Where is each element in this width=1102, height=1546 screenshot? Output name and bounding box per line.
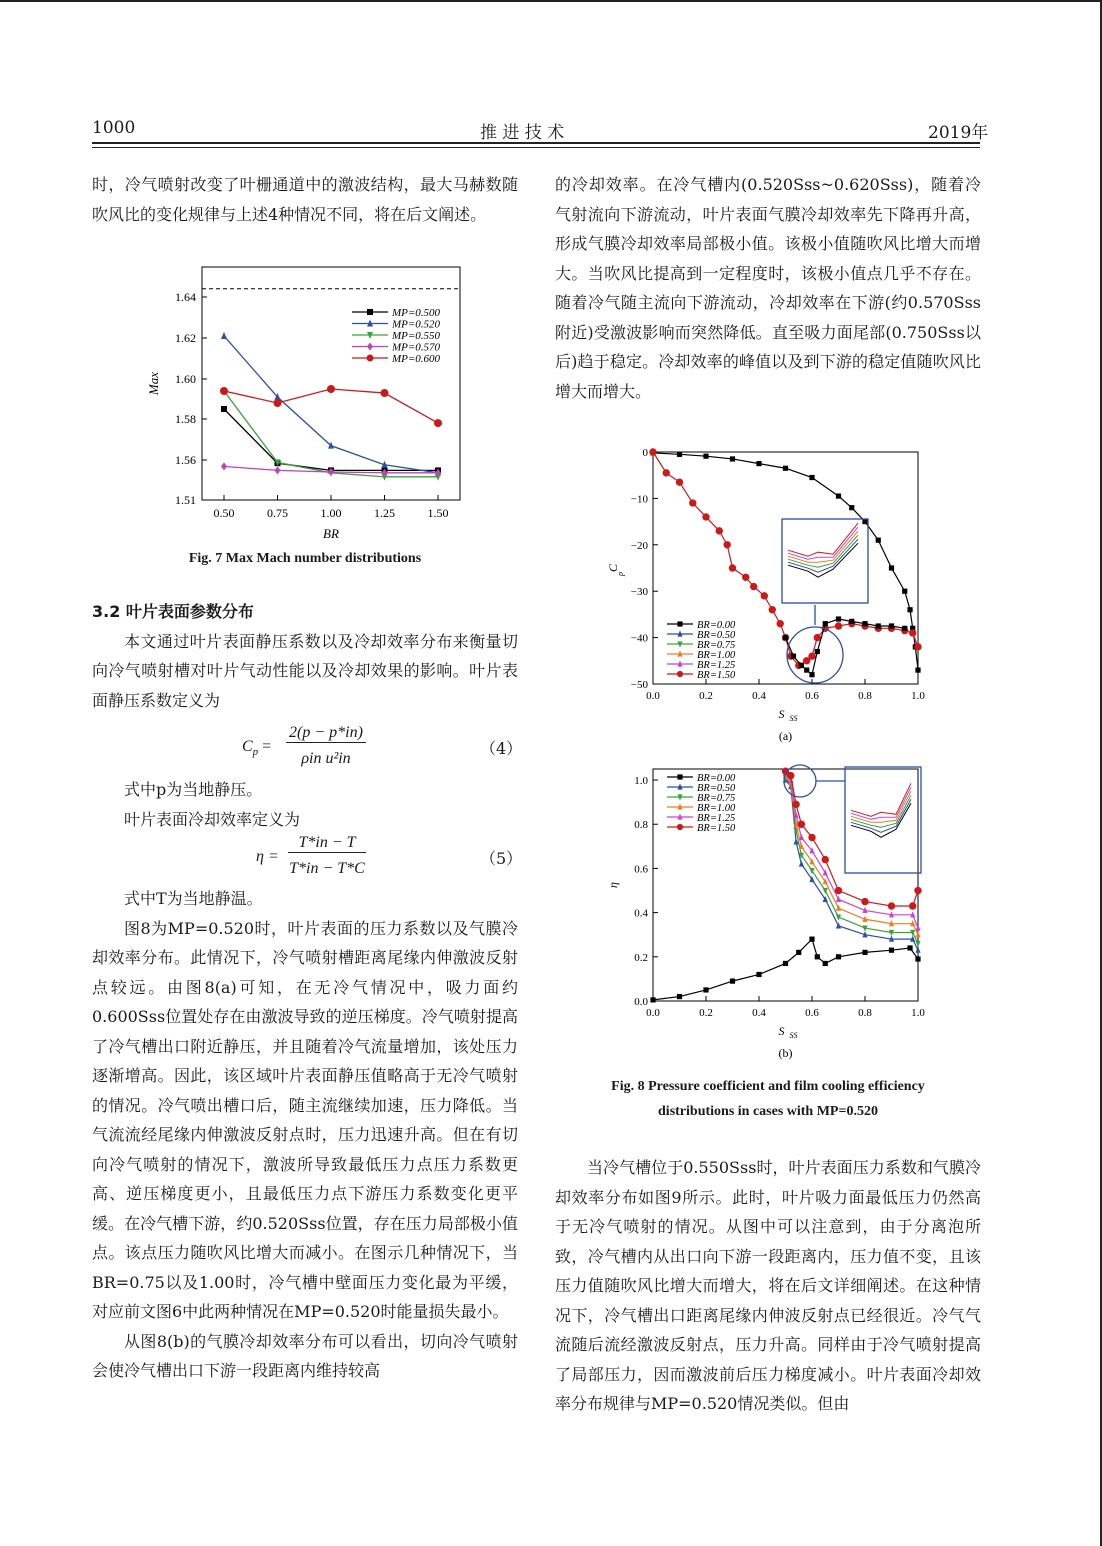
data-point bbox=[823, 961, 828, 966]
y-tick-label: 1.64 bbox=[175, 290, 196, 304]
inset-series-line bbox=[788, 543, 858, 577]
series-line bbox=[786, 776, 919, 935]
eq5-number: （5） bbox=[480, 849, 523, 868]
data-point bbox=[742, 574, 749, 581]
y-tick-label: 0.6 bbox=[634, 863, 648, 876]
paragraph: 叶片表面冷却效率定义为 bbox=[124, 809, 301, 829]
y-tick-label: 0 bbox=[642, 447, 648, 459]
legend-label: BR=1.25 bbox=[697, 813, 736, 824]
legend-label: MP=0.550 bbox=[392, 330, 441, 342]
series-line bbox=[653, 939, 918, 1000]
inset-series-line bbox=[788, 539, 858, 572]
legend-marker bbox=[677, 671, 683, 677]
data-point bbox=[909, 902, 916, 909]
left-eq-text bbox=[92, 775, 518, 834]
y-tick-label: −40 bbox=[630, 632, 648, 645]
x-axis-label: BR bbox=[323, 526, 339, 541]
data-point bbox=[862, 950, 867, 955]
legend-label: BR=0.75 bbox=[697, 793, 736, 804]
y-tick-label: 1.62 bbox=[175, 331, 196, 345]
x-tick-label: 0.0 bbox=[646, 690, 660, 702]
y-tick-label: 1.58 bbox=[175, 412, 196, 426]
data-point bbox=[836, 954, 841, 959]
legend-label: BR=0.75 bbox=[697, 640, 736, 651]
legend-label: MP=0.570 bbox=[392, 341, 441, 354]
data-point bbox=[677, 452, 682, 457]
data-point bbox=[907, 607, 912, 612]
data-point bbox=[750, 583, 757, 590]
data-point bbox=[756, 461, 761, 466]
x-tick-label: 0.50 bbox=[213, 506, 235, 520]
eq5-lhs: η = bbox=[256, 848, 279, 865]
data-point bbox=[915, 667, 920, 672]
data-point bbox=[815, 954, 820, 959]
data-point bbox=[769, 606, 776, 613]
data-point bbox=[221, 332, 227, 339]
data-point bbox=[730, 979, 735, 984]
x-tick-label: 1.25 bbox=[374, 506, 395, 520]
plot-frame bbox=[653, 452, 918, 684]
panel-label: (a) bbox=[778, 729, 793, 743]
data-point bbox=[792, 801, 799, 808]
plot-frame bbox=[653, 769, 918, 1001]
data-point bbox=[274, 399, 282, 407]
y-axis-label: Max bbox=[146, 371, 161, 396]
x-tick-label: 0.8 bbox=[858, 1007, 872, 1019]
data-point bbox=[650, 997, 655, 1002]
legend-marker bbox=[677, 824, 683, 830]
y-tick-label: −30 bbox=[630, 586, 648, 599]
panel-label: (b) bbox=[778, 1046, 793, 1060]
eq4-numerator: 2(p − p*in) bbox=[286, 724, 366, 743]
x-axis-label: S bbox=[778, 707, 785, 721]
data-point bbox=[889, 948, 894, 953]
data-point bbox=[804, 667, 809, 672]
data-point bbox=[730, 456, 735, 461]
x-tick-label: 0.2 bbox=[699, 690, 713, 702]
zoom-circle bbox=[784, 765, 816, 797]
header-rule-thin bbox=[92, 147, 980, 148]
legend-label: BR=1.00 bbox=[697, 650, 736, 661]
data-point bbox=[914, 643, 921, 650]
x-tick-label: 0.6 bbox=[805, 1007, 819, 1019]
y-tick-label: 1.60 bbox=[175, 372, 196, 386]
x-tick-label: 0.6 bbox=[805, 690, 819, 702]
data-point bbox=[836, 616, 841, 621]
data-point bbox=[434, 419, 442, 427]
data-point bbox=[907, 945, 912, 950]
y-tick-label: 0.4 bbox=[634, 907, 648, 920]
y-tick-label: −10 bbox=[630, 493, 648, 506]
x-tick-label: 0.4 bbox=[752, 1007, 766, 1019]
paragraph: 从图8(b)的气膜冷却效率分布可以看出，切向冷气喷射会使冷气槽出口下游一段距离内维持较高 bbox=[92, 1331, 518, 1380]
series-line bbox=[224, 391, 438, 477]
series-line bbox=[786, 778, 919, 944]
data-point bbox=[783, 961, 788, 966]
data-point bbox=[915, 956, 920, 961]
y-tick-label: 1.51 bbox=[175, 493, 196, 507]
data-point bbox=[791, 654, 796, 659]
paragraph: 当冷气槽位于0.550Sss时，叶片表面压力系数和气膜冷却效率分布如图9所示。此时，叶片吸力面最低压力仍然高于无冷气喷射的情况。从图中可以注意到，由于分离泡所致，冷气槽内从出口向下游一段距离内，压力值不变，且该压力值随吹风比增大而增大，将在后文详细阐述。在这种情况下，冷气槽出口距离尾缘内伸波反射点已经很近。冷气气流随后流经激波反射点，压力升高。同样由于冷气喷射提高了局部压力，因而激波前后压力梯度减小。叶片表面冷却效率分布规律与MP=0.520情况类似。但由 bbox=[555, 1158, 981, 1413]
data-point bbox=[849, 505, 854, 510]
legend-label: BR=1.50 bbox=[697, 823, 736, 834]
data-point bbox=[889, 565, 894, 570]
header-journal: 推 进 技 术 bbox=[480, 123, 565, 143]
right-body bbox=[555, 1153, 981, 1419]
data-point bbox=[702, 513, 709, 520]
series-line bbox=[224, 389, 438, 423]
paragraph: 时，冷气喷射改变了叶栅通道中的激波结构，最大马赫数随吹风比的变化规律与上述4种情况不同，将在后文阐述。 bbox=[92, 175, 518, 224]
legend-label: BR=1.50 bbox=[697, 670, 736, 681]
eq4: $C_p$ = bbox=[242, 738, 272, 759]
x-tick-label: 1.00 bbox=[320, 506, 342, 520]
right-top bbox=[555, 170, 981, 406]
y-axis-label: η bbox=[606, 882, 620, 888]
header-page-number: 1000 bbox=[92, 118, 136, 138]
y-axis-label-subscript: p bbox=[616, 572, 625, 576]
data-point bbox=[876, 538, 881, 543]
legend-label: BR=0.50 bbox=[697, 783, 736, 794]
y-axis-label: C bbox=[606, 563, 620, 573]
data-point bbox=[835, 887, 842, 894]
data-point bbox=[381, 389, 389, 397]
series-line bbox=[786, 780, 919, 950]
page-top-border bbox=[0, 0, 1102, 2]
data-point bbox=[862, 621, 867, 626]
legend-marker bbox=[367, 355, 374, 362]
fig8-caption-line1: Fig. 8 Pressure coefficient and film cooling efficiency bbox=[611, 1079, 925, 1094]
data-point bbox=[888, 902, 895, 909]
data-point bbox=[822, 856, 829, 863]
data-point bbox=[902, 626, 907, 631]
x-tick-label: 0.4 bbox=[752, 690, 766, 702]
paragraph: 式中p为当地静压。 bbox=[124, 780, 263, 799]
eq4-denominator: ρin u²in bbox=[301, 750, 351, 767]
data-point bbox=[783, 466, 788, 471]
data-point bbox=[220, 387, 228, 395]
data-point bbox=[677, 994, 682, 999]
data-point bbox=[799, 663, 804, 668]
legend-marker bbox=[677, 774, 682, 779]
x-axis-label-subscript: SS bbox=[789, 1031, 798, 1040]
data-point bbox=[796, 950, 801, 955]
data-point bbox=[663, 469, 670, 476]
data-point bbox=[808, 652, 815, 659]
left-body bbox=[92, 884, 518, 1386]
x-tick-label: 0.8 bbox=[858, 690, 872, 702]
y-tick-label: 1.56 bbox=[175, 453, 196, 467]
y-tick-label: 1.0 bbox=[634, 775, 648, 788]
data-point bbox=[815, 649, 820, 654]
data-point bbox=[703, 454, 708, 459]
eq4-lhs: C bbox=[242, 738, 253, 755]
x-tick-label: 1.50 bbox=[427, 506, 449, 520]
paragraph: 图8为MP=0.520时，叶片表面的压力系数以及气膜冷却效率分布。此情况下，冷气喷射槽距离尾缘内伸激波反射点较远。由图8(a)可知，在无冷气情况中，吸力面约0.600Sss位置处存在由激波导致的逆压梯度。冷气喷射提高了冷气槽出口附近静压，并且随着冷气流量增加，该处压力逐渐增高。因此，该区域叶片表面静压值略高于无冷气喷射的情况。冷气喷出槽口后，随主流继续加速，压力降低。当气流流经尾缘内伸激波反射点时，压力迅速升高。但在有切向冷气喷射的情况下，激波所导致最低压力点压力系数更高、逆压梯度更小，且最低压力点下游压力系数变化更平缓。在冷气槽下游，约0.520Sss位置，存在压力局部极小值点。该点压力随吹风比增大而减小。在图示几种情况下，当BR=0.75以及1.00时，冷气槽中壁面压力变化最为平缓，对应前文图6中此两种情况在MP=0.520时能量损失最小。 bbox=[92, 918, 518, 1321]
fig8-caption bbox=[555, 1074, 981, 1124]
header-rule bbox=[92, 142, 980, 144]
fig8a-chart bbox=[595, 440, 940, 745]
data-point bbox=[799, 860, 804, 866]
data-point bbox=[914, 887, 921, 894]
legend-label: BR=0.50 bbox=[697, 630, 736, 641]
y-tick-label: 0.2 bbox=[634, 951, 648, 964]
eq5-numerator: T*in − T bbox=[288, 834, 366, 853]
data-point bbox=[876, 623, 881, 628]
fig8-caption-line2: distributions in cases with MP=0.520 bbox=[658, 1104, 878, 1119]
data-point bbox=[221, 462, 227, 470]
legend-marker bbox=[677, 621, 682, 626]
y-tick-label: 0.8 bbox=[634, 819, 648, 832]
legend-marker bbox=[367, 309, 373, 315]
y-tick-label: −50 bbox=[630, 679, 648, 691]
data-point bbox=[915, 924, 920, 930]
data-point bbox=[809, 475, 814, 480]
legend-label: BR=0.00 bbox=[697, 773, 736, 784]
left-section bbox=[92, 597, 518, 715]
paragraph: 本文通过叶片表面静压系数以及冷却效率分布来衡量切向冷气喷射槽对叶片气动性能以及冷却效果的影响。叶片表面静压系数定义为 bbox=[92, 631, 518, 710]
data-point bbox=[703, 987, 708, 992]
x-tick-label: 0.2 bbox=[699, 1007, 713, 1019]
x-tick-label: 0.75 bbox=[267, 506, 288, 520]
header-year: 2019年 bbox=[928, 123, 989, 143]
data-point bbox=[689, 499, 696, 506]
eq4-number: （4） bbox=[480, 739, 523, 758]
data-point bbox=[835, 622, 842, 629]
data-point bbox=[809, 937, 814, 942]
data-point bbox=[814, 634, 821, 641]
legend-label: MP=0.520 bbox=[392, 318, 441, 331]
fig8b-chart bbox=[595, 757, 940, 1067]
legend-label: BR=0.00 bbox=[697, 620, 736, 631]
data-point bbox=[676, 478, 683, 485]
data-point bbox=[909, 629, 916, 636]
fig7-caption: Fig. 7 Max Mach number distributions bbox=[188, 551, 422, 566]
data-point bbox=[327, 385, 335, 393]
x-tick-label: 1.0 bbox=[911, 690, 925, 702]
data-point bbox=[716, 527, 723, 534]
section-heading: 3.2 叶片表面参数分布 bbox=[92, 602, 254, 621]
data-point bbox=[729, 564, 736, 571]
data-point bbox=[328, 442, 334, 449]
zoom-inset-frame bbox=[845, 767, 921, 873]
data-point bbox=[862, 519, 867, 524]
data-point bbox=[724, 541, 731, 548]
data-point bbox=[809, 672, 814, 677]
x-tick-label: 1.0 bbox=[911, 1007, 925, 1019]
data-point bbox=[889, 623, 894, 628]
data-point bbox=[849, 619, 854, 624]
data-point bbox=[756, 972, 761, 977]
eq5-denominator: T*in − T*C bbox=[289, 860, 365, 877]
data-point bbox=[761, 592, 768, 599]
legend-label: MP=0.600 bbox=[392, 353, 441, 365]
paragraph: 的冷却效率。在冷气槽内(0.520Sss~0.620Sss)，随着冷气射流向下游流动，叶片表面气膜冷却效率先下降再升高，形成气膜冷却效率局部极小值。该极小值随吹风比增大而增大。当吹风比提高到一定程度时，该极小值点几乎不存在。随着冷气随主流向下游流动，冷却效率在下游(约0.570Sss附近)受激波影响而突然降低。直至吸力面尾部(0.750Sss以后)趋于稳定。冷却效率的峰值以及到下游的稳定值随吹风比增大而增大。 bbox=[555, 175, 981, 401]
y-tick-label: −20 bbox=[630, 539, 648, 552]
data-point bbox=[275, 466, 281, 474]
x-axis-label: S bbox=[778, 1024, 785, 1038]
data-point bbox=[902, 589, 907, 594]
legend-label: BR=1.25 bbox=[697, 660, 736, 671]
x-tick-label: 0.0 bbox=[646, 1007, 660, 1019]
data-point bbox=[649, 448, 656, 455]
data-point bbox=[777, 620, 784, 627]
legend-marker bbox=[367, 343, 373, 351]
data-point bbox=[836, 493, 841, 498]
legend-label: MP=0.500 bbox=[392, 307, 441, 319]
left-intro bbox=[92, 170, 518, 229]
series-line bbox=[224, 409, 438, 470]
x-axis-label-subscript: SS bbox=[789, 714, 798, 723]
data-point bbox=[823, 621, 828, 626]
plot-frame bbox=[202, 267, 460, 500]
data-point bbox=[221, 406, 227, 412]
series-line bbox=[786, 771, 919, 906]
data-point bbox=[808, 834, 815, 841]
data-point bbox=[783, 635, 788, 640]
data-point bbox=[861, 898, 868, 905]
fig7-chart bbox=[140, 255, 470, 550]
paragraph: 式中T为当地静温。 bbox=[124, 889, 263, 908]
data-point bbox=[798, 821, 805, 828]
legend-label: BR=1.00 bbox=[697, 803, 736, 814]
data-point bbox=[787, 772, 794, 779]
y-tick-label: 0.0 bbox=[634, 996, 648, 1008]
